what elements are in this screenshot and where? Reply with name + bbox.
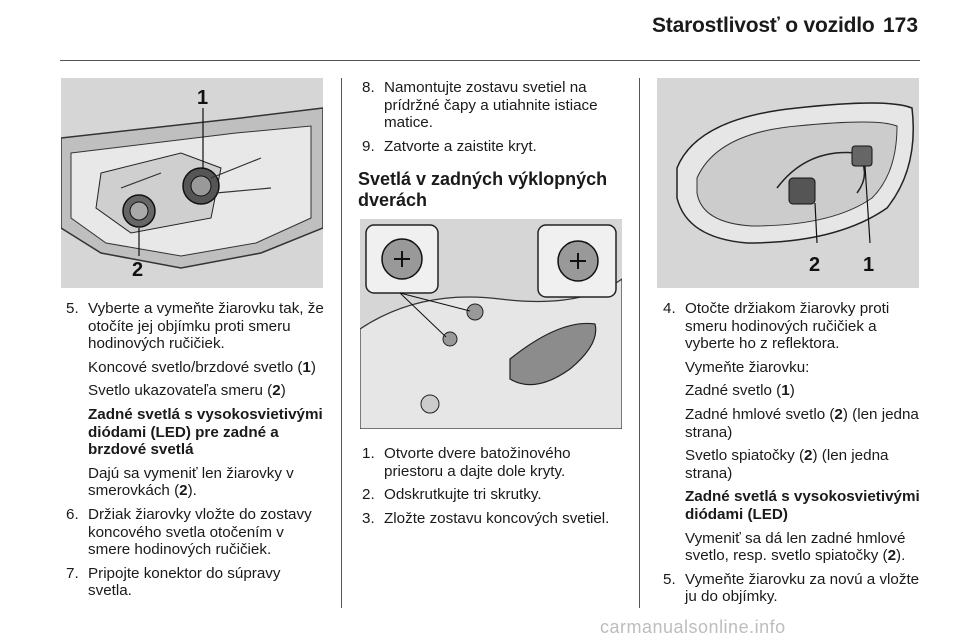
step-text: Pripojte konektor do súpravy svetla. xyxy=(88,564,281,600)
turn-signal-line: Svetlo ukazovateľa smeru (2) xyxy=(88,382,286,400)
step-text: Zatvorte a zaistite kryt. xyxy=(384,137,537,155)
page-header-title: Starostlivosť o vozidlo xyxy=(652,14,875,37)
replace-bulb-line: Vymeňte žiarovku: xyxy=(685,358,810,376)
column-3-text xyxy=(663,300,925,612)
step-number: 2. xyxy=(362,486,375,504)
rear-lamp-assembly-figure xyxy=(657,78,919,288)
step-3 xyxy=(362,510,632,528)
step-4 xyxy=(663,300,925,353)
step-5 xyxy=(663,571,925,606)
step-1 xyxy=(362,445,632,480)
tailgate-screws-figure xyxy=(360,219,622,429)
step-number: 5. xyxy=(66,300,79,317)
figure-callout-2: 2 xyxy=(809,254,821,276)
step-2 xyxy=(362,486,632,504)
step-6 xyxy=(66,506,328,559)
column-divider-2 xyxy=(639,78,640,608)
step-text: Držiak žiarovky vložte do zostavy koncového svetla otočením v smere hodinových ručičiek. xyxy=(88,505,312,559)
column-2-bottom-text xyxy=(362,445,632,533)
step-8 xyxy=(362,79,624,132)
step-text: Vyberte a vymeňte žiarovku tak, že otočíte jej objímku proti smeru hodinových ručičiek. xyxy=(88,300,324,353)
step-number: 6. xyxy=(66,505,79,523)
header-divider xyxy=(60,60,920,61)
step-number: 8. xyxy=(362,79,375,96)
step-text: Otočte držiakom žiarovky proti smeru hodinových ručičiek a vyberte ho z reflektora. xyxy=(685,300,890,353)
step-text: Zložte zostavu koncových svetiel. xyxy=(384,509,610,527)
tail-brake-light-line: Koncové svetlo/brzdové svetlo (1) xyxy=(88,358,316,376)
taillight-bulb-figure xyxy=(61,78,323,288)
page-number: 173 xyxy=(883,14,919,37)
step-number: 4. xyxy=(663,300,676,317)
step-9 xyxy=(362,138,624,156)
step-text: Vymeňte žiarovku za novú a vložte ju do objímky. xyxy=(685,570,920,606)
reverse-light-line: Svetlo spiatočky (2) (len jedna strana) xyxy=(685,447,889,482)
step-text: Otvorte dvere batožinového priestoru a dajte dole kryty. xyxy=(384,445,571,480)
rear-light-line: Zadné svetlo (1) xyxy=(685,382,795,400)
section-heading: Svetlá v zadných výklopných dverách xyxy=(358,169,608,210)
led-subheading: Zadné svetlá s vysokosvietivými diódami (LED) xyxy=(685,488,920,523)
figure-callout-1: 1 xyxy=(197,87,209,109)
led-note: Dajú sa vymeniť len žiarovky v smerovkách (2). xyxy=(88,464,294,500)
figure-callout-1: 1 xyxy=(863,254,875,276)
step-text: Namontujte zostavu svetiel na prídržné čapy a utiahnite istiace matice. xyxy=(384,79,598,132)
column-divider-1 xyxy=(341,78,342,608)
column-1-text xyxy=(66,300,328,606)
watermark: carmanualsonline.info xyxy=(600,617,786,637)
led-note: Vymeniť sa dá len zadné hmlové svetlo, resp. svetlo spiatočky (2). xyxy=(685,529,906,565)
step-number: 1. xyxy=(362,445,375,462)
step-5 xyxy=(66,300,328,353)
step-number: 7. xyxy=(66,564,79,582)
column-2-top-text xyxy=(362,79,624,161)
led-subheading: Zadné svetlá s vysokosvietivými diódami (LED) pre zadné a brzdové svetlá xyxy=(88,405,323,459)
step-number: 5. xyxy=(663,570,676,588)
step-text: Odskrutkujte tri skrutky. xyxy=(384,486,542,504)
figure-callout-2: 2 xyxy=(132,259,144,281)
step-number: 3. xyxy=(362,509,375,527)
step-7 xyxy=(66,565,328,600)
step-number: 9. xyxy=(362,137,375,155)
fog-light-line: Zadné hmlové svetlo (2) (len jedna strana) xyxy=(685,405,919,441)
